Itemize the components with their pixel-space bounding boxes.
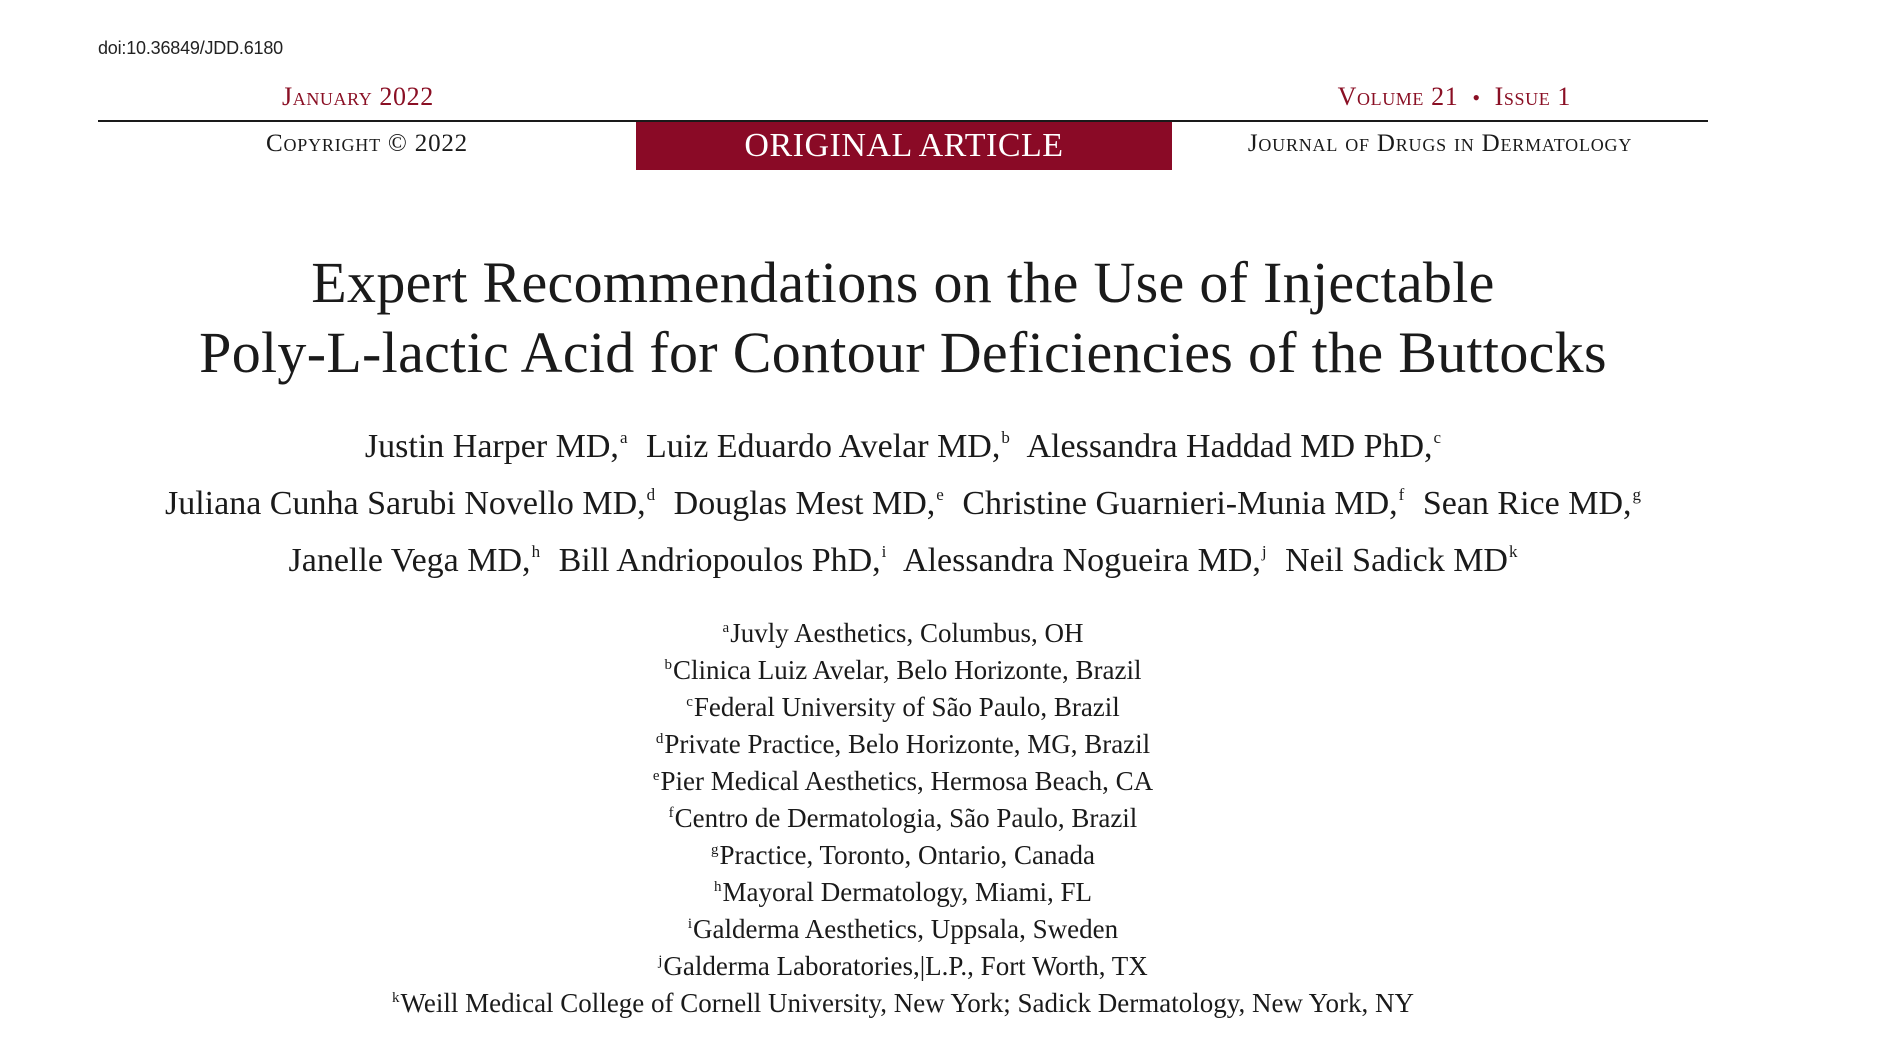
author: Neil Sadick $MD^k$ <box>1285 542 1518 579</box>
affiliation: $^c$Federal University of São Paulo, Brazil <box>686 692 1120 722</box>
volume-issue <box>1338 82 1571 112</box>
author: Juliana Cunha Sarubi Novello MD,$^d$ <box>165 485 656 522</box>
author: Douglas Mest MD,$^e$ <box>673 485 944 522</box>
article-title <box>98 248 1708 388</box>
affiliation: $^g$Practice, Toronto, Ontario, Canada <box>711 840 1095 870</box>
affiliation-list <box>280 615 1526 1022</box>
author-line-3 <box>80 532 1726 589</box>
article-type-banner: ORIGINAL ARTICLE <box>636 122 1172 170</box>
author: Bill Andriopoulos PhD,$^i$ <box>558 542 887 579</box>
author: Janelle Vega MD,$^h$ <box>288 542 541 579</box>
copyright-label: Copyright © 2022 <box>266 130 468 157</box>
affiliation: $^k$Weill Medical College of Cornell University, New York; Sadick Dermatology, New York, NY <box>392 988 1414 1018</box>
volume-label: Volume 21 <box>1337 82 1459 111</box>
affiliation: $^j$Galderma Laboratories,|L.P., Fort Worth, TX <box>658 951 1148 981</box>
title-line-1: Expert Recommendations on the Use of Injectable <box>311 250 1495 315</box>
author: Alessandra Haddad MD PhD,$^c$ <box>1026 428 1442 465</box>
issue-label: Issue 1 <box>1494 82 1571 111</box>
affiliation: $^h$Mayoral Dermatology, Miami, FL <box>714 877 1092 907</box>
author: Alessandra Nogueira MD,$^j$ <box>903 542 1267 579</box>
journal-name: Journal of Drugs in Dermatology <box>1247 130 1633 157</box>
affiliation: $^e$Pier Medical Aesthetics, Hermosa Beach, CA <box>652 766 1154 796</box>
bullet-separator: • <box>1472 85 1481 110</box>
author-line-2 <box>80 475 1726 532</box>
doi-label: doi:10.36849/JDD.6180 <box>98 38 283 58</box>
author: Christine Guarnieri-Munia MD,$^f$ <box>962 485 1405 522</box>
author-list <box>80 418 1726 589</box>
author: Sean Rice MD,$^g$ <box>1422 485 1641 522</box>
author-line-1 <box>80 418 1726 475</box>
author: Justin Harper MD,$^a$ <box>364 428 628 465</box>
affiliation: $^i$Galderma Aesthetics, Uppsala, Sweden <box>687 914 1119 944</box>
affiliation: $^f$Centro de Dermatologia, São Paulo, Brazil <box>668 803 1138 833</box>
issue-date: January 2022 <box>282 82 434 111</box>
header-banner-row <box>98 122 1708 170</box>
affiliation: $^d$Private Practice, Belo Horizonte, MG, Brazil <box>655 729 1151 759</box>
author: Luiz Eduardo Avelar MD,$^b$ <box>645 428 1010 465</box>
affiliation: $^a$Juvly Aesthetics, Columbus, OH <box>722 618 1084 648</box>
title-line-2: Poly-L-lactic Acid for Contour Deficiencies of the Buttocks <box>199 320 1607 385</box>
affiliation: $^b$Clinica Luiz Avelar, Belo Horizonte, Brazil <box>664 655 1142 685</box>
